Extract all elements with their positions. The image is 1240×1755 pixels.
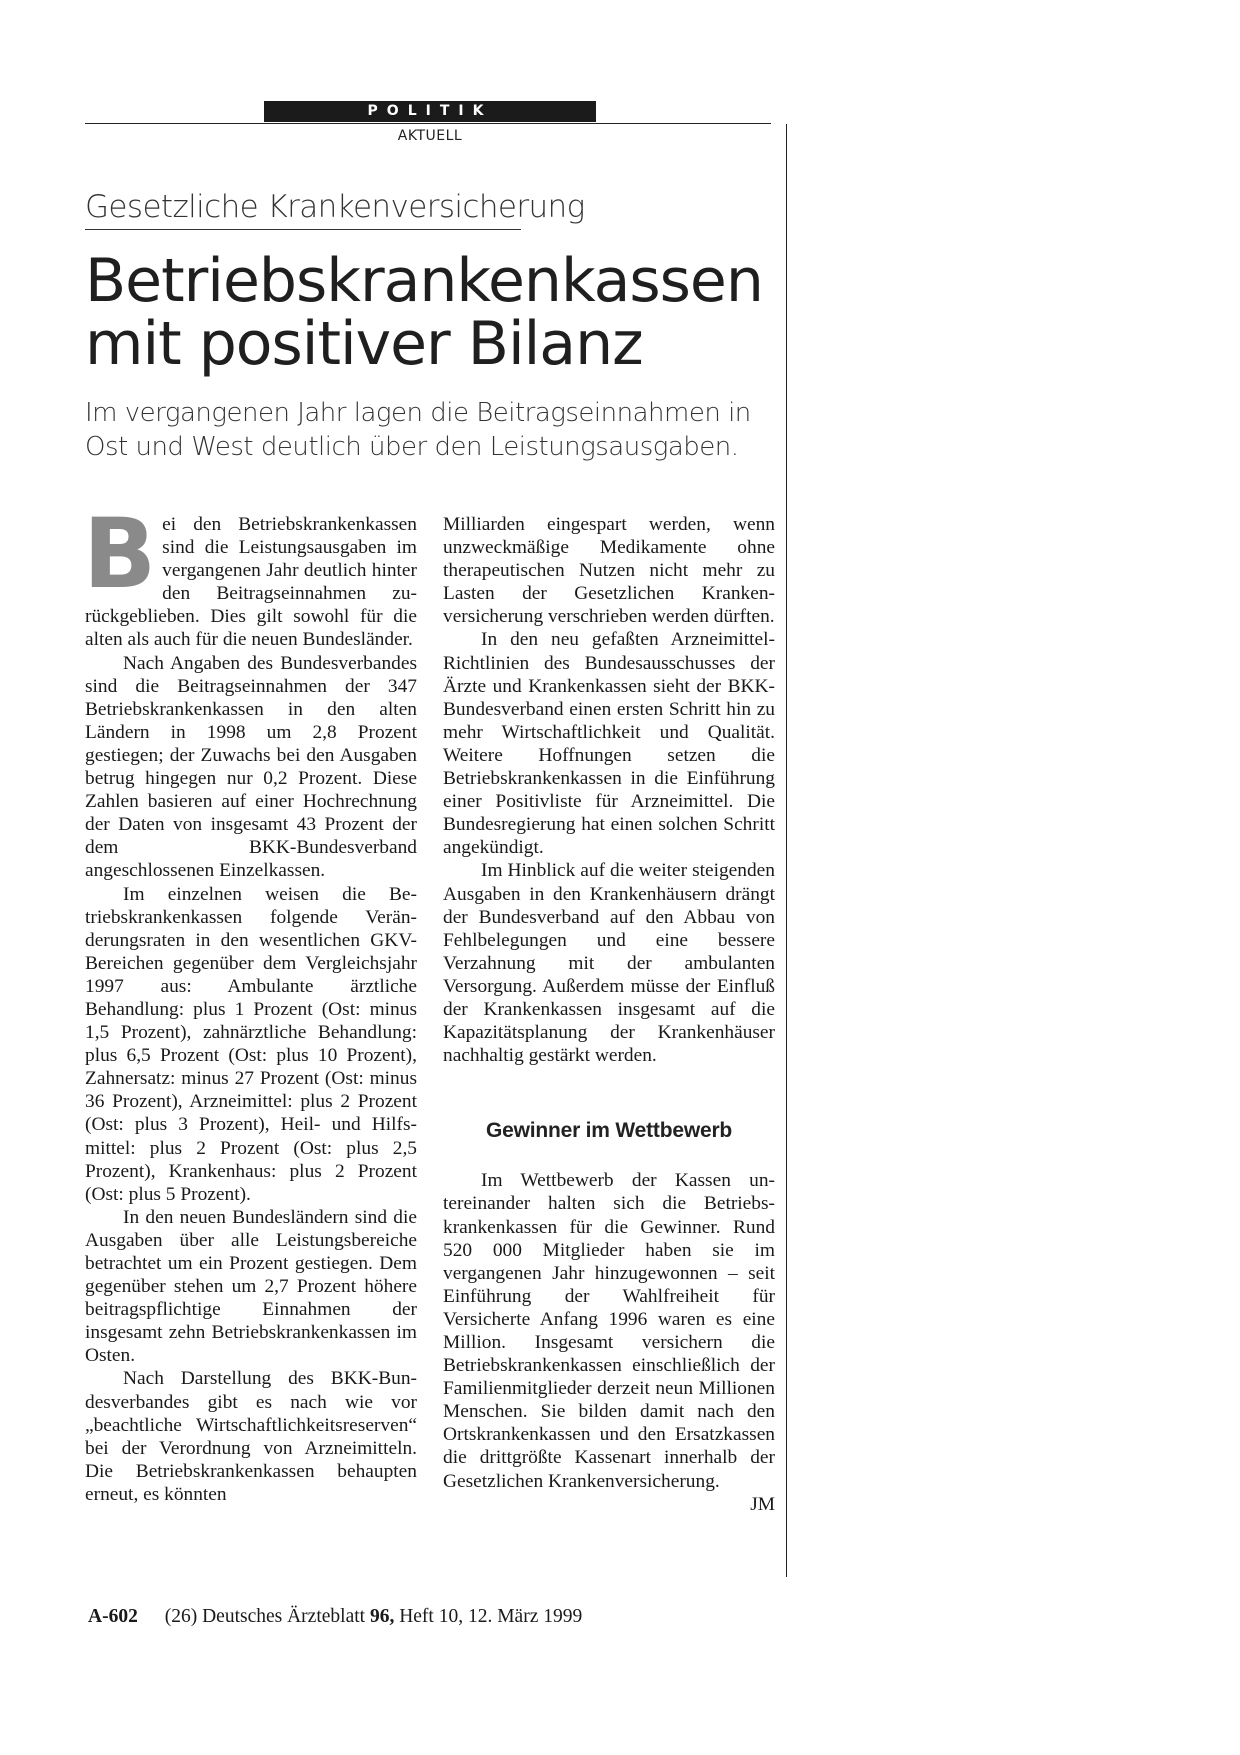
journal-name: Deutsches Ärzteblatt (202, 1606, 366, 1627)
paragraph (443, 1169, 775, 1515)
drop-cap: B (83, 498, 157, 610)
paragraph (83, 498, 417, 652)
issue-date: Heft 10, 12. März 1999 (399, 1606, 583, 1627)
paragraph: Im Hinblick auf die weiter steigenden Ausgaben in den Krankenhäusern drängt der Bundesverband auf den Abbau von Fehlbelegungen und eine bessere Verzahnung mit der ambulanten Versorgung. Außerdem müsse der Einfluß der Krankenkassen insgesamt auf die Kapazitätsplanung der Krankenhäuser nachhaltig gestärkt werden. (443, 860, 775, 1067)
author-signature: JM (750, 1493, 775, 1515)
body-column-right (443, 513, 775, 1516)
article-headline (85, 246, 785, 379)
section-label: POLITIK (264, 101, 596, 122)
headline-line-1: Betriebskrankenkassen (85, 246, 763, 316)
kicker-underline (85, 229, 521, 230)
section-subheading: Gewinner im Wettbewerb (485, 1119, 733, 1143)
paragraph: In den neuen Bundesländern sind die Ausgaben über alle Leistungsbereiche betrachtet um ein Prozent gestiegen. Dem gegenüber stehen um 2,7 Prozent höhere beitragspflichtige Einnahmen der insgesamt zehn Betriebskrankenkassen im Osten. (85, 1206, 417, 1367)
page-footer (88, 1606, 582, 1628)
article-kicker: Gesetzliche Krankenversicherung (85, 189, 585, 225)
volume-number: 96, (369, 1606, 395, 1627)
paragraph: Nach Darstellung des BKK-Bundesverbandes gibt es nach wie vor „beachtliche Wirtschaftlichkeitsreserven“ bei der Verordnung von Arzneimitteln. Die Betriebskrankenkassen behaupten erneut, es könnten (85, 1368, 417, 1505)
header-rule (85, 123, 771, 124)
issue-page: (26) (164, 1606, 198, 1627)
body-column-left (83, 498, 417, 1506)
paragraph-text: ei den Betriebskrankenkassen sind die Leistungsausgaben im vergangenen Jahr deutlich hinter den Beitragseinnahmen zurückgeblieben. Dies gilt sowohl für die alten als auch für die neuen Bundesländer. (85, 514, 417, 651)
column-divider-rule (786, 124, 787, 1577)
paragraph: Milliarden eingespart werden, wenn unzweckmäßige Medikamente ohne therapeutischen Nutzen nicht mehr zu Lasten der Gesetzlichen Krankenversicherung verschrieben werden dürften. (443, 514, 775, 628)
article-standfirst: Im vergangenen Jahr lagen die Beitragseinnahmen in Ost und West deutlich über den Leistungsausgaben. (85, 398, 751, 462)
paragraph: In den neu gefaßten Arzneimittel-Richtlinien des Bundesausschusses der Ärzte und Krankenkassen sieht der BKK-Bundesverband einen ersten Schritt hin zu mehr Wirtschaftlichkeit und Qualität. Weitere Hoffnungen setzen die Betriebskrankenkassen in die Einführung einer Positivliste für Arzneimittel. Die Bundesregierung hat einen solchen Schritt angekündigt. (443, 629, 775, 859)
headline-line-2: mit positiver Bilanz (85, 309, 643, 379)
paragraph: Nach Angaben des Bundesverbandes sind die Beitragseinnahmen der 347 Betriebskrankenkassen in den alten Ländern in 1998 um 2,8 Prozent gestiegen; der Zuwachs bei den Ausgaben betrug hingegen nur 0,2 Prozent. Diese Zahlen basieren auf einer Hochrechnung der Daten von insgesamt 43 Prozent der dem BKK-Bundesverband angeschlossenen Einzelkassen. (85, 652, 417, 882)
page-number: A-602 (88, 1606, 138, 1627)
subsection-label: AKTUELL (397, 128, 463, 144)
paragraph-text: Im Wettbewerb der Kassen untereinander halten sich die Betriebskrankenkassen für die Gewinner. Rund 520 000 Mitglieder haben sie im vergangenen Jahr hinzugewonnen – seit Einführung der Wahlfreiheit für Versicherte Anfang 1996 waren es eine Million. Insgesamt versichern die Betriebskrankenkassen einschließlich der Familienmitglieder derzeit neun Millionen Menschen. Sie bilden damit nach den Ortskrankenkassen und den Ersatzkassen die drittgrößte Kassenart innerhalb der Gesetzlichen Krankenversicherung. (443, 1170, 775, 1492)
paragraph: Im einzelnen weisen die Betriebskrankenkassen folgende Veränderungsraten in den wesentlichen GKV-Bereichen gegenüber dem Vergleichsjahr 1997 aus: Ambulante ärztliche Behandlung: plus 1 Prozent (Ost: minus 1,5 Prozent), zahnärztliche Behandlung: plus 6,5 Prozent (Ost: plus 10 Prozent), Zahnersatz: minus 27 Prozent (Ost: minus 36 Prozent), Arzneimittel: plus 2 Prozent (Ost: plus 3 Prozent), Heil- und Hilfsmittel: plus 2 Prozent (Ost: plus 2,5 Prozent), Krankenhaus: plus 2 Prozent (Ost: plus 5 Prozent). (85, 883, 417, 1205)
